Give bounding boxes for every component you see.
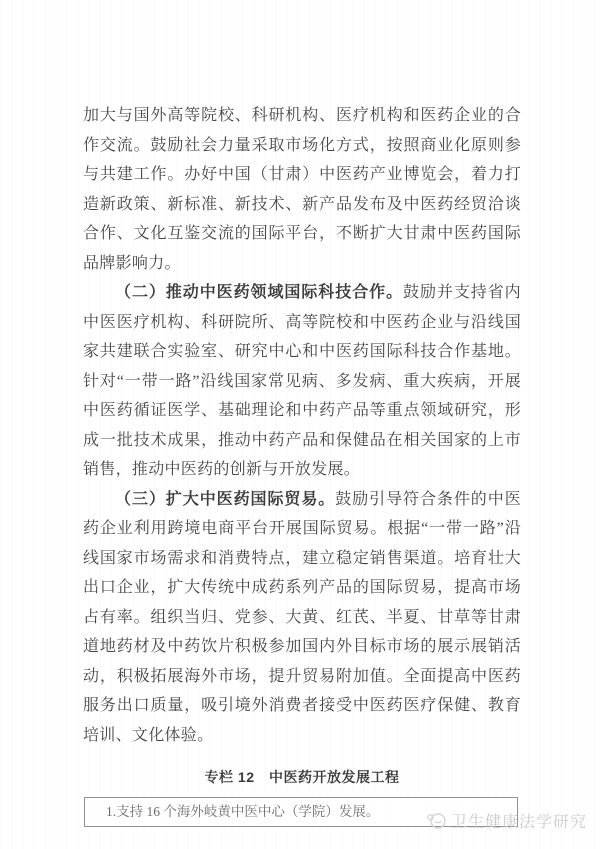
paragraph-text: 鼓励并支持省内中医医疗机构、科研院所、高等院校和中医药企业与沿线国家共建联合实验室、研究中心和中医药国际科技合作基地。针对“一带一路”沿线国家常见病、多发病、重大疾病，开展中医药循证医学、基础理论和中药产品等重点领域研究，形成一批技术成果，推动中药产品和保健品在相关国家的上市销售，推动中医药的创新与开放发展。 [83,284,521,478]
watermark [426,809,587,832]
column-heading: 专栏 12 中医药开放发展工程 [204,769,400,785]
document-content [83,101,521,827]
watermark-label: 卫生健康法学研究 [450,814,587,831]
body-paragraph [83,101,521,278]
publisher-logo-icon [426,811,446,830]
body-paragraph [83,485,521,751]
paragraph-lead: （三）扩大中医药国际贸易。 [115,490,336,508]
paragraph-text: 鼓励引导符合条件的中医药企业利用跨境电商平台开展国际贸易。根据“一带一路”沿线国家市场需求和消费特点，建立稳定销售渠道。培育壮大出口企业，扩大传统中成药系列产品的国际贸易，提高市场占有率。组织当归、党参、大黄、红芪、半夏、甘草等甘肃道地药材及中药饮片积极参加国内外目标市场的展示展销活动，积极拓展海外市场，提升贸易附加值。全面提高中医药服务出口质量，吸引境外消费者接受中医药医疗保健、教育培训、文化体验。 [83,490,521,744]
body-paragraph [83,278,521,485]
paragraph-text: 加大与国外高等院校、科研机构、医疗机构和医药企业的合作交流。鼓励社会力量采取市场化方式，按照商业化原则参与共建工作。办好中国（甘肃）中医药产业博览会，着力打造新政策、新标准、新技术、新产品发布及中医药经贸洽谈合作、文化互鉴交流的国际平台，不断扩大甘肃中医药国际品牌影响力。 [83,107,521,272]
paragraph-lead: （二）推动中医药领域国际科技合作。 [115,284,404,301]
project-box-item: 1.支持 16 个海外岐黄中医中心（学院）发展。 [106,804,380,819]
